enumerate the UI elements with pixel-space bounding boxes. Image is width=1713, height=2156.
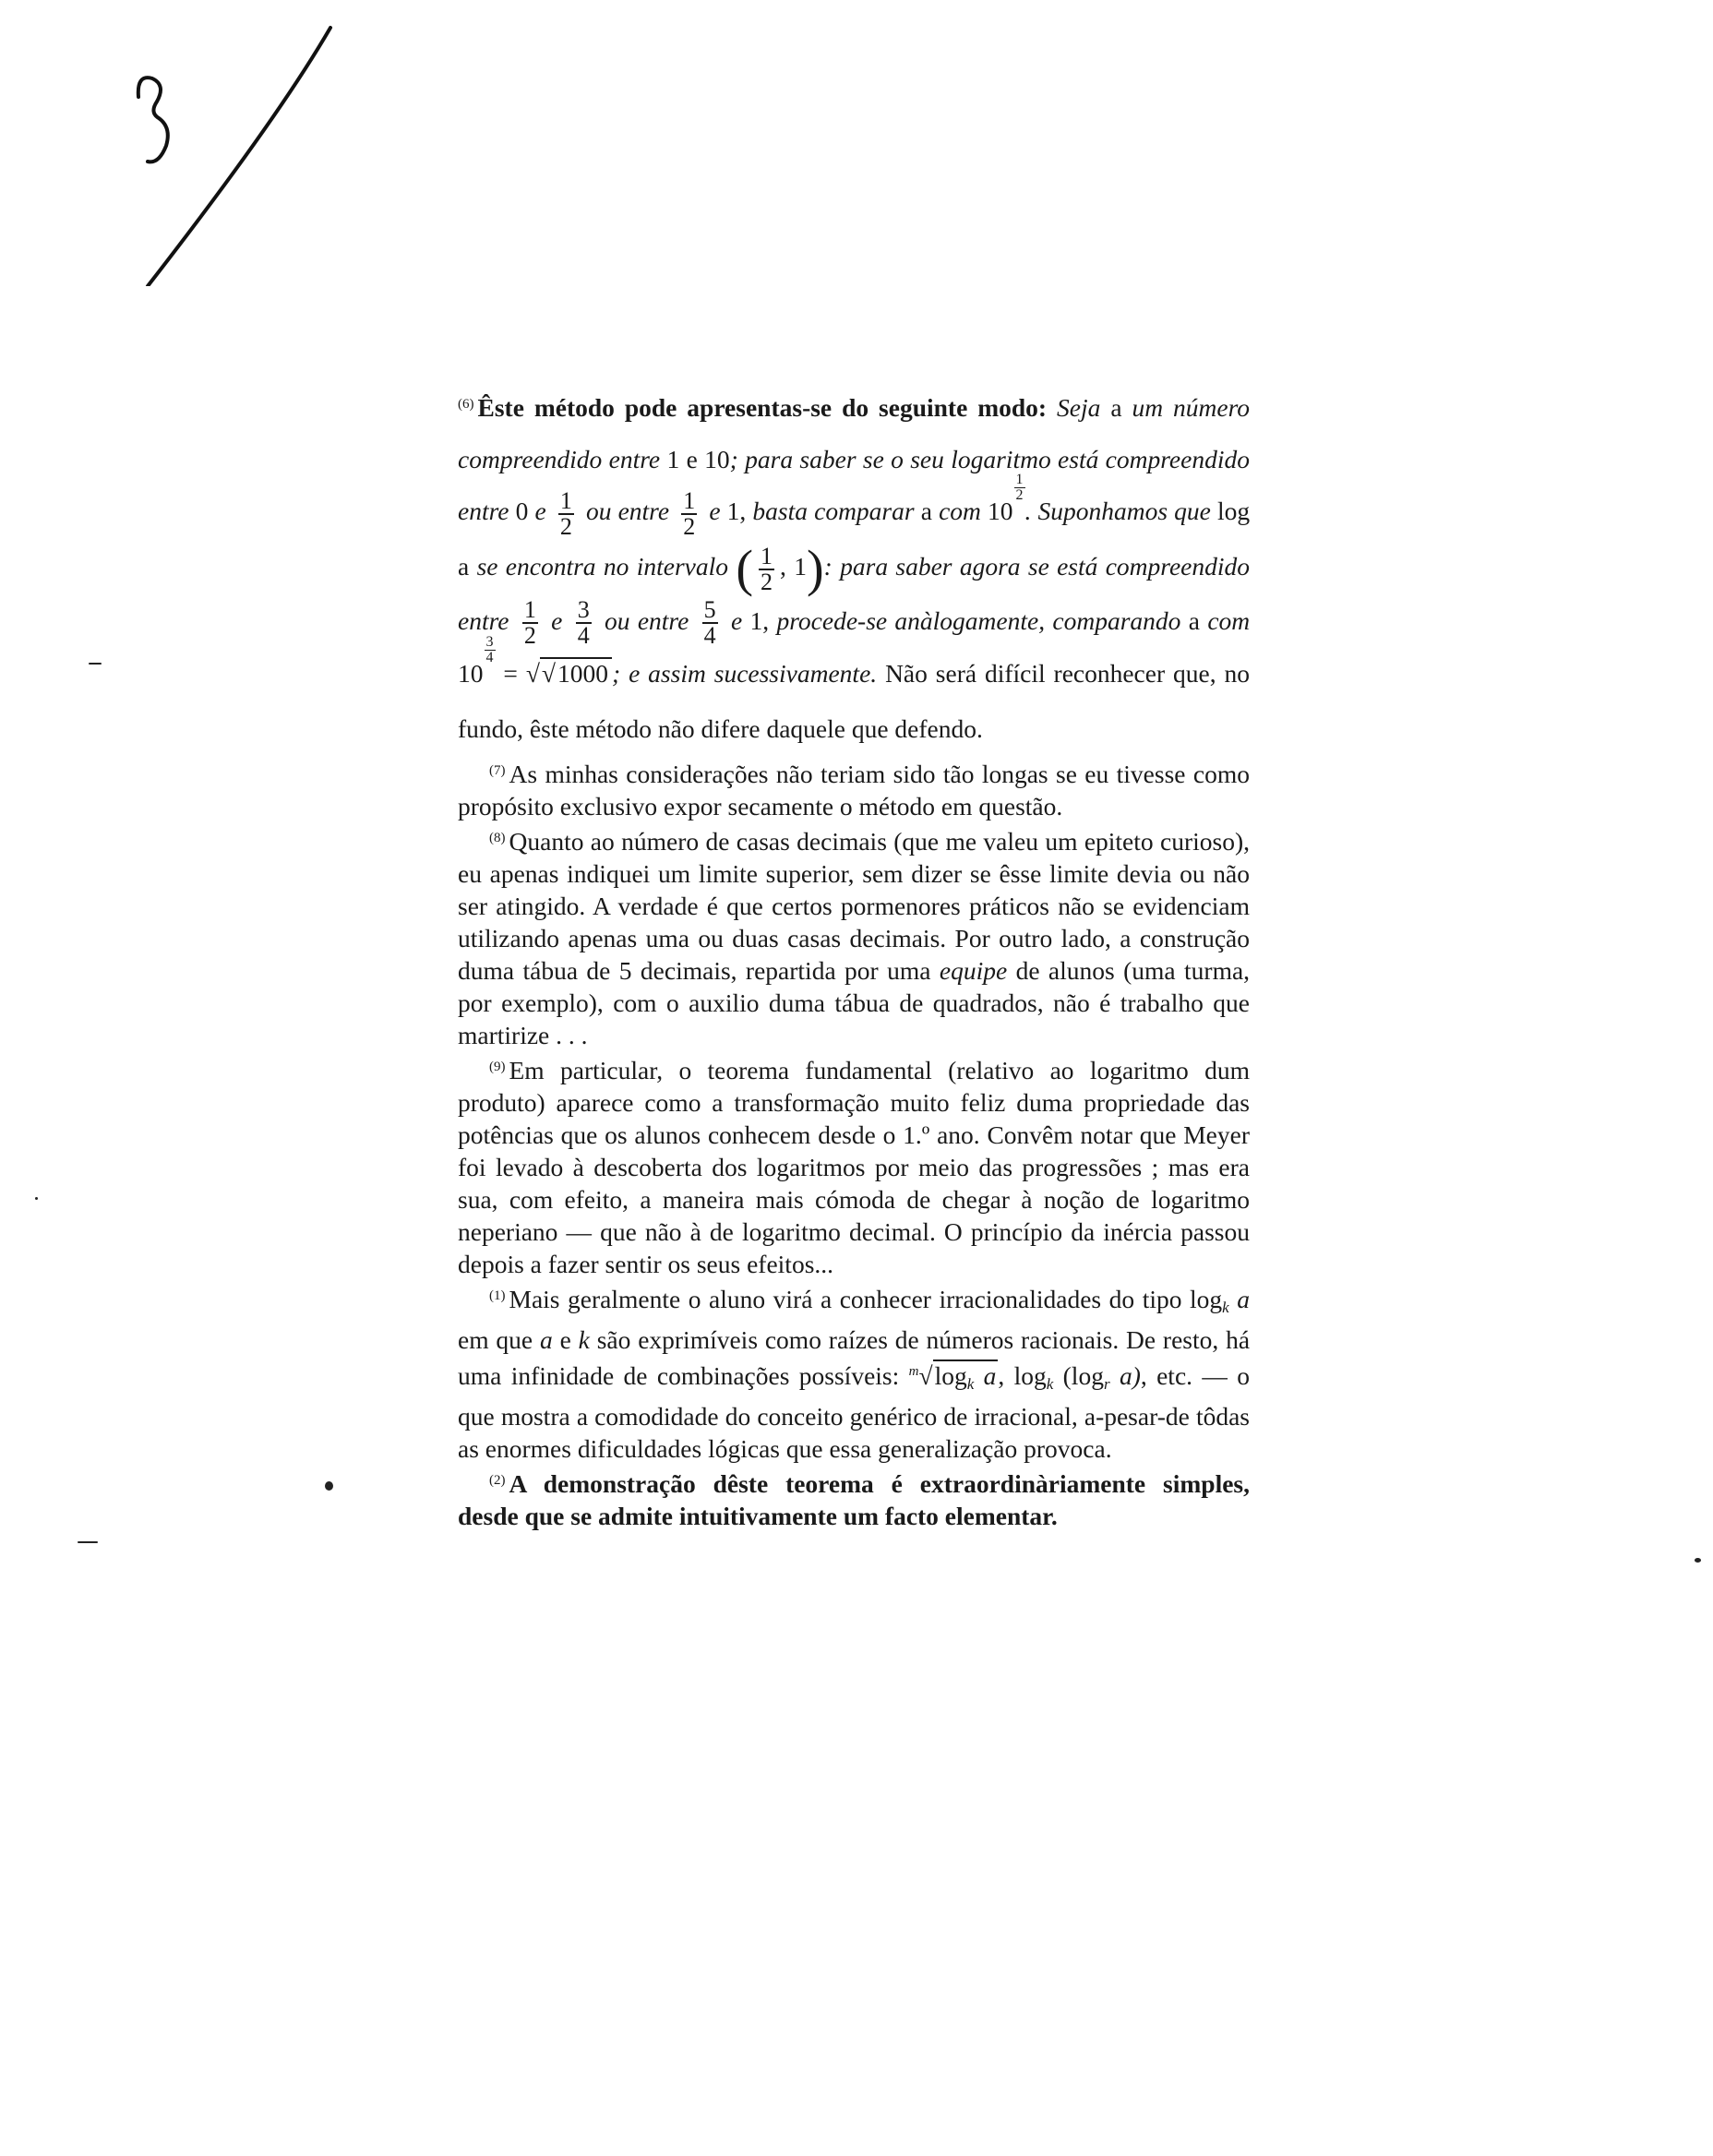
- footnote-2: [458, 1465, 1250, 1532]
- variable-a: a): [1119, 1361, 1141, 1391]
- left-paren: (: [736, 540, 753, 598]
- footnote-9: [458, 1051, 1250, 1280]
- log-base: k: [966, 1375, 975, 1394]
- equals-sign: =: [503, 659, 518, 689]
- footnote-6-conclusion: Não será difícil reconhecer que, no fundo, êste método não difere daquele que defendo.: [458, 659, 1251, 744]
- scan-speck: [35, 1197, 38, 1200]
- footnote-6-text: ; e assim sucessivamente.: [612, 659, 878, 689]
- footnote-1-text: , etc. — o que mostra a comodidade do conceito genérico de irracional, a-pesar-de tôdas as enormes dificuldades lógicas que essa generalização provoca.: [458, 1361, 1250, 1464]
- scan-speck: [325, 1481, 333, 1491]
- conjunction: e: [730, 605, 743, 635]
- log: log: [1190, 1285, 1223, 1314]
- conjunction: e: [551, 605, 563, 635]
- fraction-five-quarters: [702, 598, 718, 648]
- footnote-8-text: de alunos (uma turma, por exemplo), com o auxilio duma tábua de quadrados, não é trabalho que martirize . . .: [458, 956, 1251, 1050]
- log-a: log a: [458, 497, 1251, 581]
- number: 0: [515, 497, 529, 525]
- numerator: 3: [485, 634, 494, 651]
- variable-a: a: [920, 497, 932, 525]
- footnote-6: [458, 378, 1250, 755]
- radical: $√\log_k$ a: [918, 1361, 997, 1394]
- footnote-marker: (6): [458, 397, 474, 412]
- exponent: [1014, 469, 1025, 521]
- log: log: [934, 1361, 967, 1391]
- footnote-8-equipe: equipe: [939, 956, 1008, 986]
- footnote-6-text: : para saber agora se está compreendido entre: [458, 552, 1251, 635]
- numerator: 1: [1015, 472, 1024, 487]
- variable-a: a: [1237, 1285, 1251, 1314]
- number: 10: [458, 659, 484, 689]
- number: 1,: [726, 497, 747, 525]
- footnote-6-text: um número compreendido entre: [458, 393, 1251, 473]
- footnote-7: [458, 755, 1250, 822]
- right-paren: ): [806, 540, 824, 598]
- footnotes-block: [458, 378, 1250, 1532]
- numerator: 1: [761, 542, 773, 569]
- variable-a: a: [983, 1361, 997, 1391]
- footnote-9-text: Em particular, o teorema fundamental (relativo ao logaritmo dum produto) aparece como a transformação muito feliz duma propriedade das potências que os alunos conhecem desde o 1.º ano. Convêm notar que Meyer foi levado à descoberta dos logaritmos por meio das progressões ; mas era sua, com efeito, a maneira mais cómoda de chegar à noção de logaritmo neperiano — que não à de logaritmo decimal. O princípio da inércia passou depois a fazer sentir os seus efeitos...: [458, 1056, 1250, 1279]
- separator: ,: [998, 1361, 1005, 1391]
- footnote-6-text: basta comparar: [752, 497, 915, 525]
- footnote-6-text: procede-se anàlogamente, comparando: [776, 605, 1181, 635]
- denominator: 4: [485, 650, 494, 666]
- denominator: 2: [523, 622, 536, 650]
- footnote-1: [458, 1280, 1250, 1465]
- footnote-marker: (1): [489, 1288, 506, 1304]
- footnote-1-text: são exprimíveis como raízes de números racionais. De resto, há uma infinidade de combinações possíveis:: [458, 1325, 1251, 1391]
- footnote-1-text: Mais geralmente o aluno virá a conhecer irracionalidades do tipo: [509, 1285, 1182, 1314]
- fraction-one-half: [558, 486, 574, 540]
- denominator: 2: [761, 568, 773, 595]
- footnote-8: [458, 822, 1250, 1051]
- number: 1,: [749, 605, 770, 635]
- numerator: 5: [703, 596, 716, 624]
- footnote-6-text: com: [939, 497, 981, 525]
- scan-speck: [89, 663, 102, 665]
- scan-speck: [1695, 1558, 1701, 1563]
- denominator: 4: [703, 622, 716, 650]
- exponent-fraction: [1014, 473, 1025, 503]
- footnote-marker: (8): [489, 831, 506, 846]
- footnote-1-text: em que: [458, 1325, 533, 1355]
- denominator: 2: [1015, 487, 1024, 503]
- denominator: 2: [683, 512, 696, 540]
- radicand: 1000: [557, 659, 609, 689]
- variable-a: a: [1188, 605, 1200, 635]
- footnote-marker: (9): [489, 1060, 506, 1075]
- nested-root: √√1000: [526, 657, 612, 688]
- log-base: k: [1222, 1299, 1229, 1317]
- numerator: 1: [559, 486, 572, 514]
- log: log: [1013, 1361, 1047, 1391]
- footnote-6-text: se encontra no intervalo: [476, 552, 728, 581]
- interval-upper: , 1: [780, 552, 807, 581]
- log-base: r: [1103, 1375, 1110, 1394]
- conjunction: e: [534, 497, 546, 525]
- footnote-6-seja: Seja: [1057, 393, 1101, 422]
- variable-a: a: [539, 1325, 553, 1355]
- footnote-6-text: ou entre: [585, 497, 670, 525]
- log-base: k: [1046, 1375, 1054, 1394]
- footnote-6-intro: Êste método pode apresentas-se do seguinte modo:: [477, 393, 1048, 422]
- conjunction: e: [559, 1325, 571, 1355]
- footnote-6-text: . Suponhamos que: [1024, 497, 1211, 525]
- footnote-6-text: ; para saber se o seu logaritmo está compreendido entre: [458, 445, 1250, 525]
- footnote-marker: (7): [489, 763, 506, 779]
- number: 10: [988, 497, 1013, 525]
- footnote-7-text: As minhas considerações não teriam sido tão longas se eu tivesse como propósito exclusivo expor secamente o método em questão.: [458, 760, 1250, 821]
- footnote-6-text: ou entre: [605, 605, 689, 635]
- fraction-one-half: [522, 598, 538, 648]
- variable-a: a: [1110, 393, 1122, 422]
- denominator: 2: [559, 512, 572, 540]
- scan-speck: [78, 1541, 98, 1543]
- number: 10: [704, 445, 730, 473]
- footnote-8-text: Quanto ao número de casas decimais (que me valeu um epiteto curioso), eu apenas indiquei um limite superior, sem dizer se êsse limite devia ou não ser atingido. A verdade é que certos pormenores práticos não se evidenciam utilizando apenas uma ou duas casas decimais. Por outro lado, a construção duma tábua de 5 decimais, repartida por uma: [458, 827, 1250, 986]
- fraction-one-half: [759, 542, 774, 595]
- number: 1: [666, 445, 680, 473]
- footnote-2-text: A demonstração dêste teorema é extraordinàriamente simples, desde que se admite intuitivamente um facto elementar.: [458, 1469, 1250, 1531]
- exponent-fraction: [485, 635, 496, 665]
- conjunction: e: [709, 497, 721, 525]
- fraction-three-quarters: [576, 598, 592, 648]
- footnote-marker: (2): [489, 1473, 506, 1489]
- numerator: 3: [577, 596, 590, 624]
- footnote-6-text: com: [1207, 605, 1251, 635]
- log: (log: [1062, 1361, 1104, 1391]
- variable-k: k: [578, 1325, 590, 1355]
- exponent: [485, 631, 496, 683]
- root-index: m: [908, 1364, 919, 1380]
- numerator: 1: [683, 486, 696, 514]
- conjunction: e: [686, 445, 698, 473]
- fraction-one-half: [681, 486, 697, 540]
- denominator: 4: [577, 622, 590, 650]
- handwritten-page-number-mark: [111, 9, 351, 286]
- numerator: 1: [523, 596, 536, 624]
